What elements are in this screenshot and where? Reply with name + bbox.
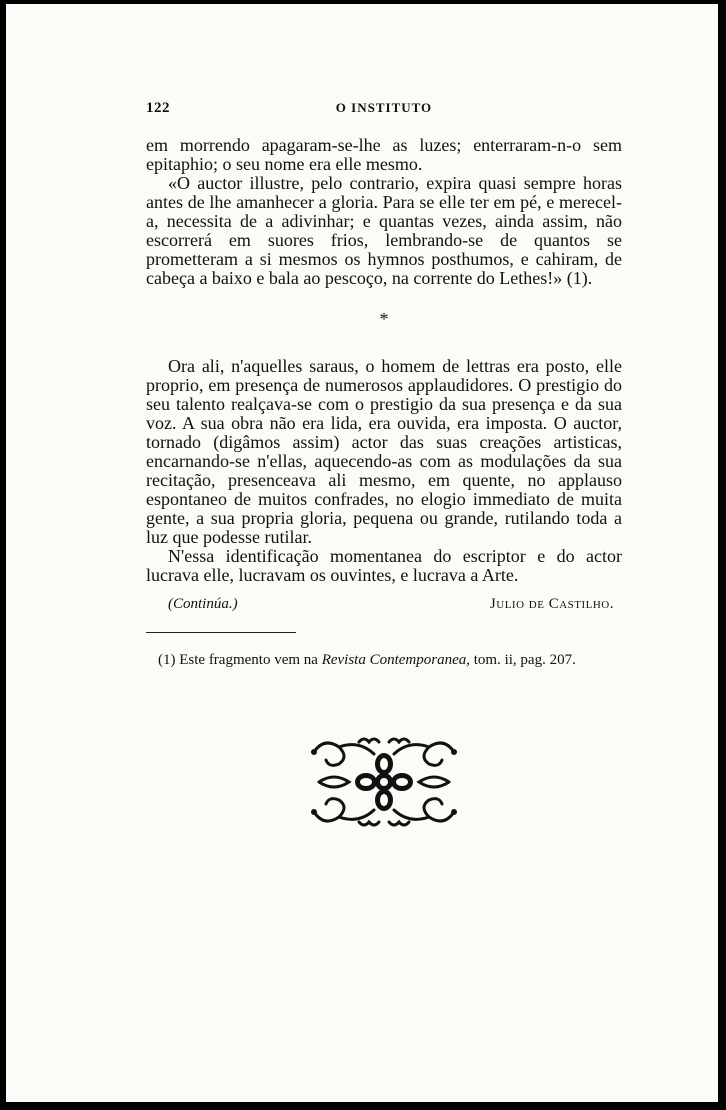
footnote-journal: Revista Contemporanea, — [321, 652, 471, 668]
footnote-prefix: (1) Este fragmento vem na — [158, 652, 322, 668]
text-body — [146, 136, 622, 669]
author-signature: Julio de Castilho. — [489, 596, 614, 612]
page-number: 122 — [146, 100, 170, 116]
footnote-rule — [146, 632, 296, 633]
paragraph: «O auctor illustre, pelo contrario, expira quasi sempre horas antes de lhe amanhecer a gloria. Para se elle ter em pé, e merecel-a, necessita de a adivinhar; e quantas vezes, ainda assim, não escorrerá em suores frios, lembrando-se de quantos se prometteram a si mesmos os hymnos posthumos, e cahiram, de cabeça a baixo e bala ao pescoço, na corrente do Lethes!» (1). — [146, 173, 622, 288]
page — [6, 4, 718, 1102]
paragraph: em morrendo apagaram-se-lhe as luzes; enterraram-n-o sem epitaphio; o seu nome era elle mesmo. — [146, 135, 622, 174]
footnote — [146, 651, 622, 669]
paragraph: N'essa identificação momentanea do escriptor e do actor lucrava elle, lucravam os ouvintes, e lucrava a Arte. — [146, 546, 622, 585]
continua-note: (Continúa.) — [168, 596, 238, 612]
paragraph: Ora ali, n'aquelles saraus, o homem de lettras era posto, elle proprio, em presença de numerosos applaudidores. O prestigio do seu talento realçava-se com o prestigio da sua presença e da sua voz. A sua obra não era lida, era ouvida, era imposta. O auctor, tornado (digâmos assim) actor das suas creações artisticas, encarnando-se n'ellas, aquecendo-as com as modulações da sua recitação, presenceava ali mesmo, em quente, no applauso espontaneo de muitos confrades, no elogio immediato de muita gente, a sua propria gloria, pequena ou grande, rutilando toda a luz que podesse rutilar. — [146, 356, 622, 547]
section-asterism: * — [379, 309, 389, 329]
running-header — [146, 100, 622, 120]
signature-line — [146, 595, 622, 614]
running-title: O INSTITUTO — [335, 100, 433, 115]
footnote-suffix: tom. ii, pag. 207. — [470, 652, 576, 668]
floral-ornament-icon — [304, 732, 464, 832]
